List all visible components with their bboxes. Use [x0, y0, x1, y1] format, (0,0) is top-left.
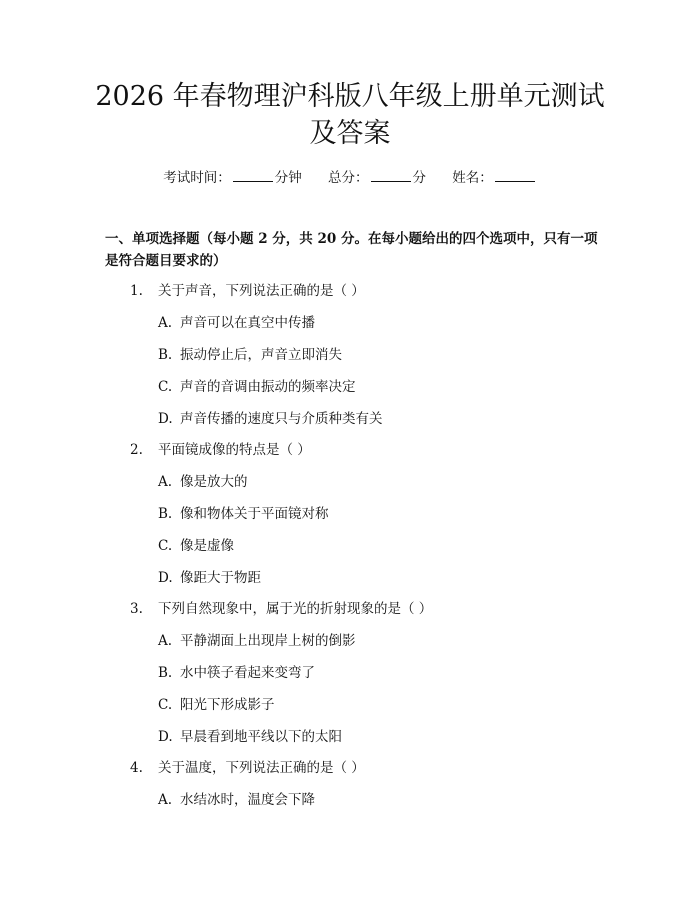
- option-3a: [158, 631, 356, 651]
- option-letter: D.: [158, 729, 173, 745]
- student-name-blank: [495, 169, 535, 182]
- option-text: 阳光下形成影子: [180, 697, 275, 713]
- question-2: [130, 440, 311, 460]
- section-heading: 一、单项选择题（每小题 2 分，共 20 分。在每小题给出的四个选项中，只有一项是符合题目要求的）: [105, 231, 598, 269]
- option-text: 声音可以在真空中传播: [180, 315, 315, 331]
- option-letter: B.: [158, 506, 173, 522]
- option-1a: [158, 313, 315, 333]
- total-score-label: 总分：: [328, 170, 369, 186]
- option-text: 像是放大的: [180, 474, 248, 490]
- option-letter: C.: [158, 379, 173, 395]
- question-number: 4.: [130, 760, 143, 776]
- option-2b: [158, 504, 329, 524]
- option-3c: [158, 695, 275, 715]
- question-text: 平面镜成像的特点是（ ）: [158, 442, 311, 458]
- option-letter: C.: [158, 538, 173, 554]
- exam-time-unit: 分钟: [274, 170, 302, 186]
- question-text: 关于声音，下列说法正确的是（ ）: [158, 283, 365, 299]
- question-1: [130, 281, 365, 301]
- question-number: 1.: [130, 283, 143, 299]
- option-letter: A.: [158, 633, 173, 649]
- total-score-unit: 分: [412, 170, 426, 186]
- option-letter: D.: [158, 570, 173, 586]
- question-3: [130, 599, 432, 619]
- question-number: 2.: [130, 442, 143, 458]
- option-letter: D.: [158, 411, 173, 427]
- option-letter: C.: [158, 697, 173, 713]
- option-text: 振动停止后，声音立即消失: [180, 347, 342, 363]
- option-letter: A.: [158, 792, 173, 808]
- question-number: 3.: [130, 601, 143, 617]
- option-2d: [158, 568, 261, 588]
- option-text: 像距大于物距: [180, 570, 261, 586]
- option-text: 像和物体关于平面镜对称: [180, 506, 329, 522]
- option-1d: [158, 409, 383, 429]
- option-3d: [158, 727, 342, 747]
- option-letter: B.: [158, 347, 173, 363]
- option-letter: A.: [158, 474, 173, 490]
- question-text: 下列自然现象中，属于光的折射现象的是（ ）: [158, 601, 433, 617]
- exam-time-field: [163, 168, 302, 188]
- exam-time-blank: [233, 169, 273, 182]
- option-1b: [158, 345, 342, 365]
- student-name-label: 姓名：: [452, 170, 493, 186]
- option-text: 平静湖面上出现岸上树的倒影: [180, 633, 356, 649]
- option-letter: B.: [158, 665, 173, 681]
- exam-info-line: [0, 168, 700, 188]
- option-text: 声音传播的速度只与介质种类有关: [180, 411, 383, 427]
- total-score-blank: [371, 169, 411, 182]
- question-4: [130, 758, 365, 778]
- document-title: 2026 年春物理沪科版八年级上册单元测试及答案: [95, 81, 605, 149]
- option-text: 声音的音调由振动的频率决定: [180, 379, 356, 395]
- student-name-field: [452, 168, 537, 188]
- total-score-field: [328, 168, 426, 188]
- option-1c: [158, 377, 356, 397]
- option-2a: [158, 472, 248, 492]
- question-text: 关于温度，下列说法正确的是（ ）: [158, 760, 365, 776]
- option-letter: A.: [158, 315, 173, 331]
- option-text: 像是虚像: [180, 538, 234, 554]
- exam-time-label: 考试时间：: [163, 170, 231, 186]
- option-text: 水中筷子看起来变弯了: [180, 665, 315, 681]
- option-text: 水结冰时，温度会下降: [180, 792, 315, 808]
- option-3b: [158, 663, 315, 683]
- option-2c: [158, 536, 234, 556]
- option-4a: [158, 790, 315, 810]
- option-text: 早晨看到地平线以下的太阳: [180, 729, 342, 745]
